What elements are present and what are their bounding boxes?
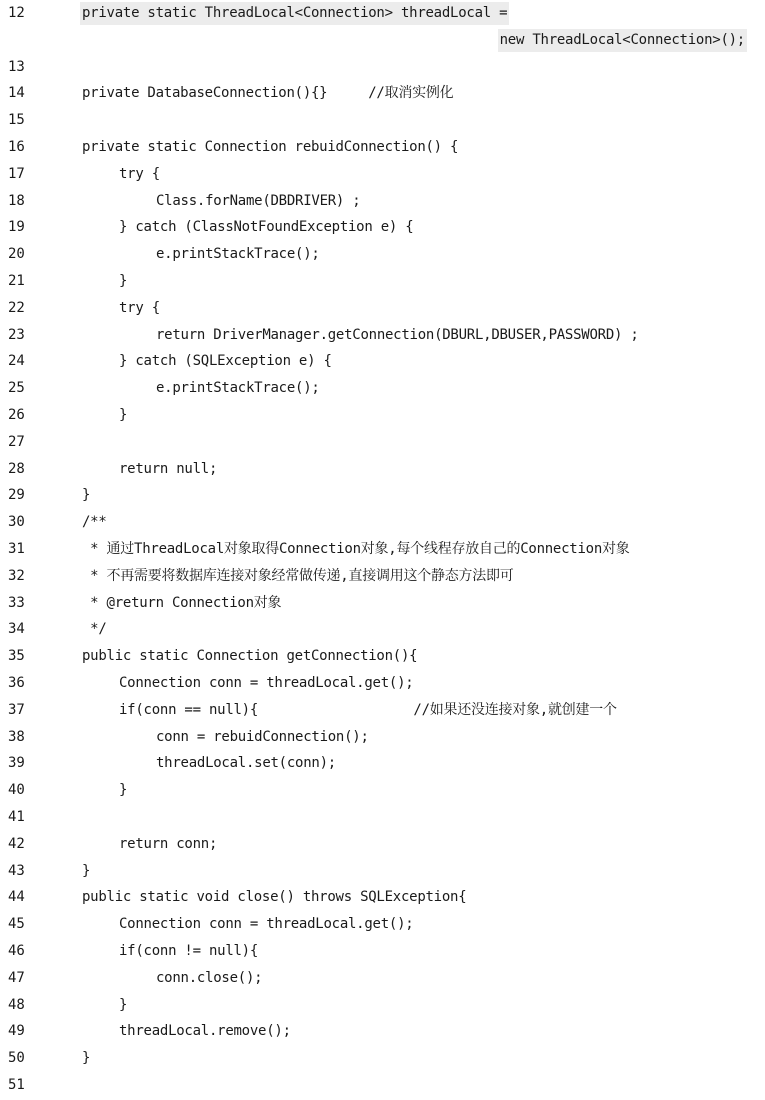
- code-text: try {: [119, 165, 160, 182]
- code-line: [0, 670, 765, 697]
- line-number: 32: [8, 567, 25, 584]
- code-line: [0, 134, 765, 161]
- code-text: */: [82, 621, 107, 638]
- code-line: [0, 1072, 765, 1099]
- line-number: 24: [8, 353, 25, 370]
- line-number: 44: [8, 889, 25, 906]
- code-text: * 通过ThreadLocal对象取得Connection对象,每个线程存放自己的Connection对象: [82, 541, 630, 557]
- line-number: 19: [8, 219, 25, 236]
- line-number: 12: [8, 5, 25, 21]
- code-line: [0, 241, 765, 268]
- code-line: [0, 107, 765, 134]
- code-line: [0, 911, 765, 938]
- code-text: } catch (ClassNotFoundException e) {: [119, 219, 414, 236]
- code-text: return null;: [119, 460, 218, 477]
- code-text: Connection conn = threadLocal.get();: [119, 675, 414, 691]
- line-number: 27: [8, 433, 25, 450]
- code-line: [0, 536, 765, 563]
- line-number: 15: [8, 112, 25, 129]
- code-text: }: [82, 1050, 91, 1067]
- line-number: 13: [8, 58, 25, 75]
- code-text: * @return Connection对象: [82, 594, 282, 611]
- line-number: 26: [8, 407, 25, 423]
- code-text: }: [119, 407, 128, 423]
- code-text: * 不再需要将数据库连接对象经常做传递,直接调用这个静态方法即可: [82, 567, 514, 584]
- code-text: }: [119, 996, 128, 1013]
- line-number: 42: [8, 835, 25, 852]
- line-number: 49: [8, 1023, 25, 1040]
- code-text: return conn;: [119, 835, 218, 852]
- code-line: [0, 54, 765, 81]
- code-text: }: [119, 782, 128, 799]
- code-line: [0, 214, 765, 241]
- line-number: 37: [8, 701, 25, 718]
- code-line: [0, 1045, 765, 1072]
- code-line: [0, 322, 765, 349]
- code-text: if(conn != null){: [119, 943, 259, 959]
- line-number: 48: [8, 996, 25, 1013]
- code-line: [0, 482, 765, 509]
- code-line: [0, 750, 765, 777]
- code-line: [0, 80, 765, 107]
- code-line: [0, 777, 765, 804]
- code-text: }: [119, 273, 128, 289]
- code-line: [0, 938, 765, 965]
- code-text: private static Connection rebuidConnection() {: [82, 139, 459, 155]
- code-text: } catch (SQLException e) {: [119, 353, 332, 370]
- code-line: [0, 509, 765, 536]
- code-text: /**: [82, 514, 107, 531]
- line-number: 50: [8, 1050, 25, 1067]
- line-number: 33: [8, 594, 25, 611]
- line-number: 43: [8, 862, 25, 879]
- code-line: [0, 295, 765, 322]
- code-line: [0, 697, 765, 724]
- line-number: 38: [8, 728, 25, 745]
- code-line: [0, 965, 765, 992]
- code-line: [0, 188, 765, 215]
- line-number: 21: [8, 273, 25, 289]
- line-number: 29: [8, 487, 25, 504]
- code-line: [0, 348, 765, 375]
- line-number: 23: [8, 326, 25, 343]
- code-line: [0, 992, 765, 1019]
- code-line: [0, 590, 765, 617]
- line-number: 41: [8, 809, 25, 825]
- line-number: 14: [8, 85, 25, 102]
- code-text: try {: [119, 299, 160, 316]
- code-line: [0, 616, 765, 643]
- code-text: private DatabaseConnection(){} //取消实例化: [82, 85, 454, 102]
- line-number: 35: [8, 648, 25, 665]
- line-number: 36: [8, 675, 25, 691]
- code-line: [0, 27, 765, 54]
- code-text: threadLocal.set(conn);: [156, 755, 336, 772]
- line-number: 22: [8, 299, 25, 316]
- code-line: [0, 563, 765, 590]
- code-line: [0, 1018, 765, 1045]
- code-line: [0, 375, 765, 402]
- code-text: return DriverManager.getConnection(DBURL,DBUSER,PASSWORD) ;: [156, 326, 639, 343]
- code-text: Connection conn = threadLocal.get();: [119, 916, 414, 933]
- line-number: 17: [8, 165, 25, 182]
- code-line: [0, 429, 765, 456]
- line-number: 47: [8, 969, 25, 986]
- code-text: threadLocal.remove();: [119, 1023, 291, 1040]
- line-number: 18: [8, 192, 25, 209]
- line-number: 40: [8, 782, 25, 799]
- line-number: 28: [8, 460, 25, 477]
- code-text: e.printStackTrace();: [156, 380, 320, 397]
- code-line: [0, 0, 765, 27]
- line-number: 20: [8, 246, 25, 263]
- code-line: [0, 858, 765, 885]
- code-text: }: [82, 487, 91, 504]
- code-text: public static void close() throws SQLException{: [82, 889, 467, 906]
- code-text: if(conn == null){ //如果还没连接对象,就创建一个: [119, 701, 617, 718]
- code-line: [0, 804, 765, 831]
- code-text: new ThreadLocal<Connection>();: [499, 31, 745, 48]
- code-text: conn = rebuidConnection();: [156, 728, 369, 745]
- line-number: 46: [8, 943, 25, 959]
- line-number: 31: [8, 541, 25, 557]
- code-text: e.printStackTrace();: [156, 246, 320, 263]
- code-text: Class.forName(DBDRIVER) ;: [156, 192, 361, 209]
- line-number: 25: [8, 380, 25, 397]
- line-number: 45: [8, 916, 25, 933]
- code-line: [0, 831, 765, 858]
- code-text: }: [82, 862, 91, 879]
- code-line: [0, 402, 765, 429]
- code-text: conn.close();: [156, 969, 263, 986]
- code-text: private static ThreadLocal<Connection> threadLocal =: [82, 5, 508, 21]
- line-number: 30: [8, 514, 25, 531]
- code-line: [0, 161, 765, 188]
- code-line: [0, 643, 765, 670]
- line-number: 16: [8, 139, 25, 155]
- line-number: 39: [8, 755, 25, 772]
- code-line: [0, 268, 765, 295]
- code-line: [0, 724, 765, 751]
- line-number: 51: [8, 1077, 25, 1093]
- code-line: [0, 884, 765, 911]
- code-text: public static Connection getConnection(){: [82, 648, 418, 665]
- code-line: [0, 456, 765, 483]
- line-number: 34: [8, 621, 25, 638]
